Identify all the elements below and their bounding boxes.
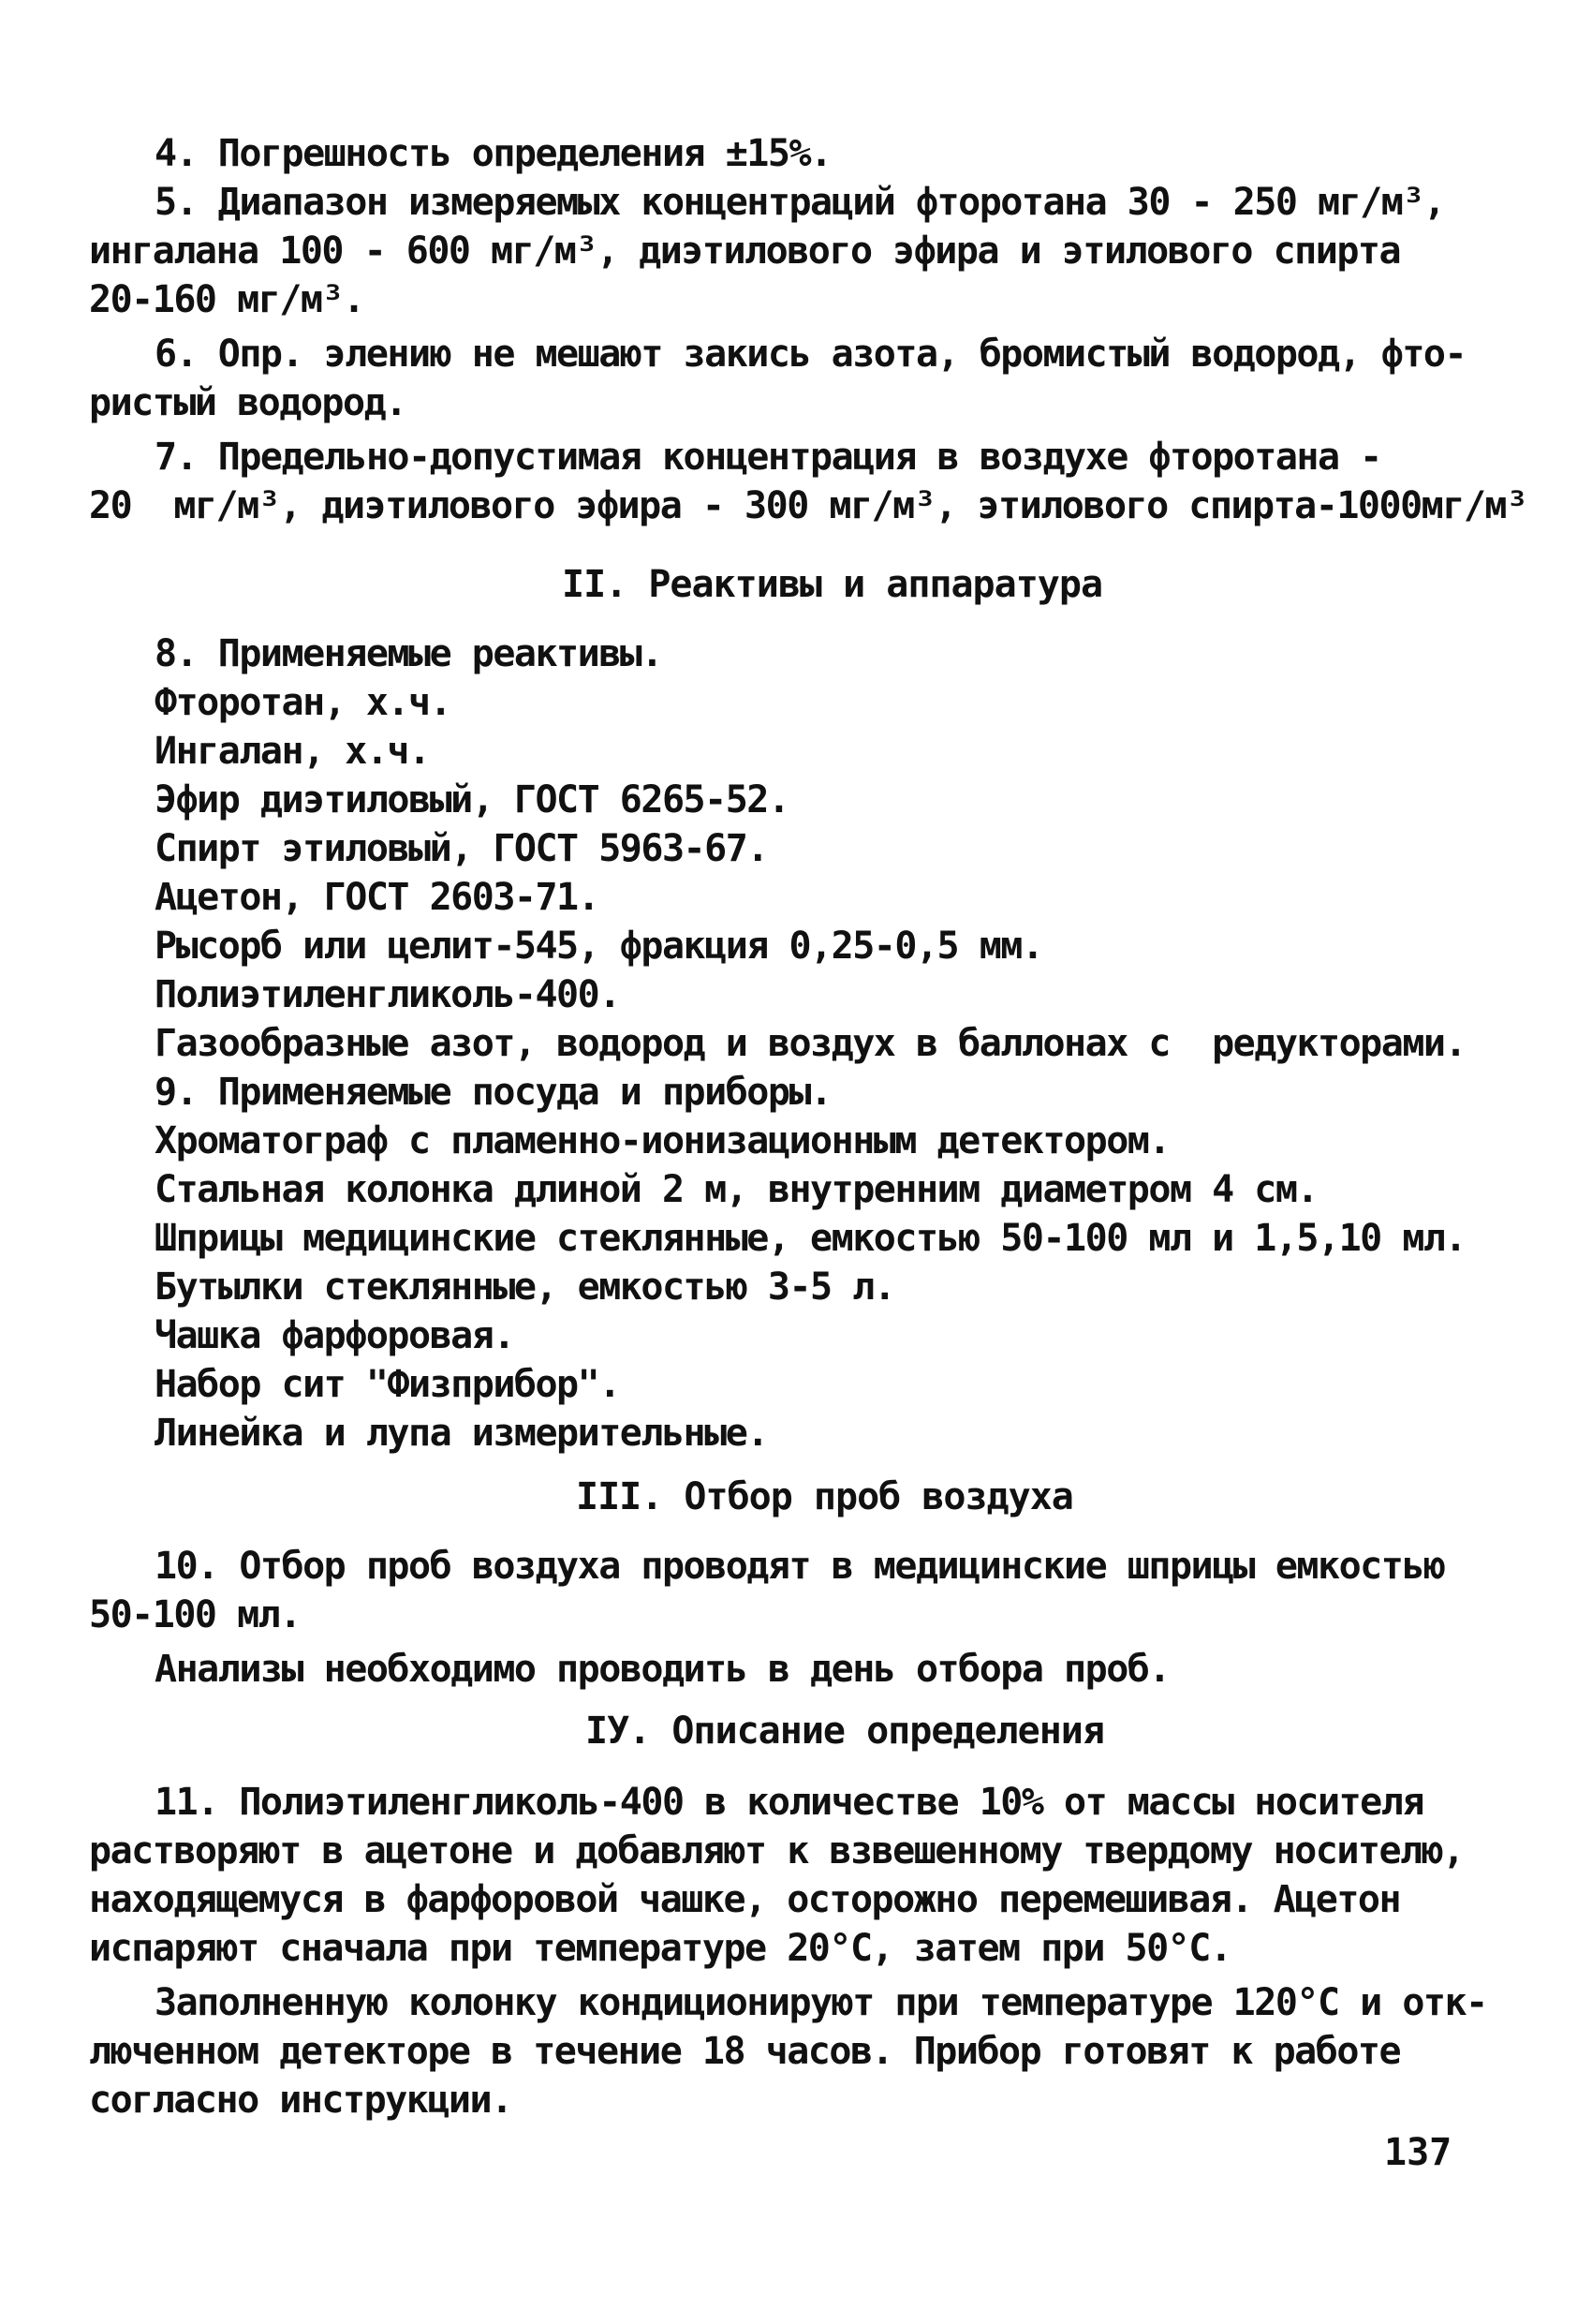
text-line-description-4: испаряют сначала при температуре 20°С, затем при 50°С.: [89, 1927, 1231, 1970]
section-heading-reagents: II. Реактивы и аппаратура: [562, 563, 1103, 606]
list-item-acetone: Ацетон, ГОСТ 2603-71.: [155, 876, 599, 919]
list-item-ruler: Линейка и лупа измерительные.: [155, 1412, 768, 1455]
text-line-range-3: 20-160 мг/м³.: [89, 278, 364, 321]
list-item-dish: Чашка фарфоровая.: [155, 1314, 514, 1357]
text-line-range-2: ингалана 100 - 600 мг/м³, диэтилового эфира и этилового спирта: [89, 229, 1401, 273]
page-number: 137: [1384, 2131, 1452, 2174]
text-line-sampling-2: 50-100 мл.: [89, 1593, 301, 1636]
text-line-interference-2: ристый водород.: [89, 381, 406, 424]
text-line-range-1: 5. Диапазон измеряемых концентраций фторотана 30 - 250 мг/м³,: [155, 181, 1445, 224]
text-line-description-5: Заполненную колонку кондиционируют при температуре 120°С и отк-: [155, 1981, 1487, 2024]
text-line-accuracy: 4. Погрешность определения ±15%.: [155, 132, 832, 175]
list-item-alcohol: Спирт этиловый, ГОСТ 5963-67.: [155, 827, 768, 870]
list-item-peg: Полиэтиленгликоль-400.: [155, 973, 620, 1016]
text-line-description-7: согласно инструкции.: [89, 2079, 512, 2122]
text-line-description-6: люченном детекторе в течение 18 часов. Прибор готовят к работе: [89, 2030, 1401, 2073]
list-item-gases: Газообразные азот, водород и воздух в баллонах с редукторами.: [155, 1022, 1467, 1065]
list-item-ether: Эфир диэтиловый, ГОСТ 6265-52.: [155, 778, 789, 822]
text-line-sampling-3: Анализы необходимо проводить в день отбора проб.: [155, 1648, 1170, 1691]
text-line-mac-1: 7. Предельно-допустимая концентрация в воздухе фторотана -: [155, 436, 1381, 479]
list-item-syringes: Шприцы медицинские стеклянные, емкостью 50-100 мл и 1,5,10 мл.: [155, 1217, 1467, 1260]
list-item-sieves: Набор сит "Физприбор".: [155, 1363, 620, 1406]
text-line-interference-1: 6. Опр. элению не мешают закись азота, бромистый водород, фто-: [155, 333, 1467, 376]
text-line-sampling-1: 10. Отбор проб воздуха проводят в медицинские шприцы емкостью: [155, 1545, 1445, 1588]
text-line-mac-2: 20 мг/м³, диэтилового эфира - 300 мг/м³, этилового спирта-1000мг/м³: [89, 484, 1527, 527]
list-item-bottles: Бутылки стеклянные, емкостью 3-5 л.: [155, 1266, 895, 1309]
text-line-reagents-title: 8. Применяемые реактивы.: [155, 632, 662, 675]
section-heading-description: IУ. Описание определения: [585, 1710, 1104, 1753]
list-item-sorbent: Рысорб или целит-545, фракция 0,25-0,5 мм.: [155, 925, 1043, 968]
list-item-column: Стальная колонка длиной 2 м, внутренним диаметром 4 см.: [155, 1168, 1319, 1211]
text-line-description-2: растворяют в ацетоне и добавляют к взвешенному твердому носителю,: [89, 1829, 1464, 1873]
text-line-equipment-title: 9. Применяемые посуда и приборы.: [155, 1071, 832, 1114]
text-line-description-3: находящемуся в фарфоровой чашке, осторожно перемешивая. Ацетон: [89, 1878, 1401, 1921]
list-item-ftorotan: Фторотан, х.ч.: [155, 681, 451, 724]
section-heading-sampling: III. Отбор проб воздуха: [576, 1475, 1073, 1518]
text-line-description-1: 11. Полиэтиленгликоль-400 в количестве 10% от массы носителя: [155, 1781, 1423, 1824]
list-item-ingalan: Ингалан, х.ч.: [155, 730, 430, 773]
list-item-chromatograph: Хроматограф с пламенно-ионизационным детектором.: [155, 1119, 1170, 1162]
